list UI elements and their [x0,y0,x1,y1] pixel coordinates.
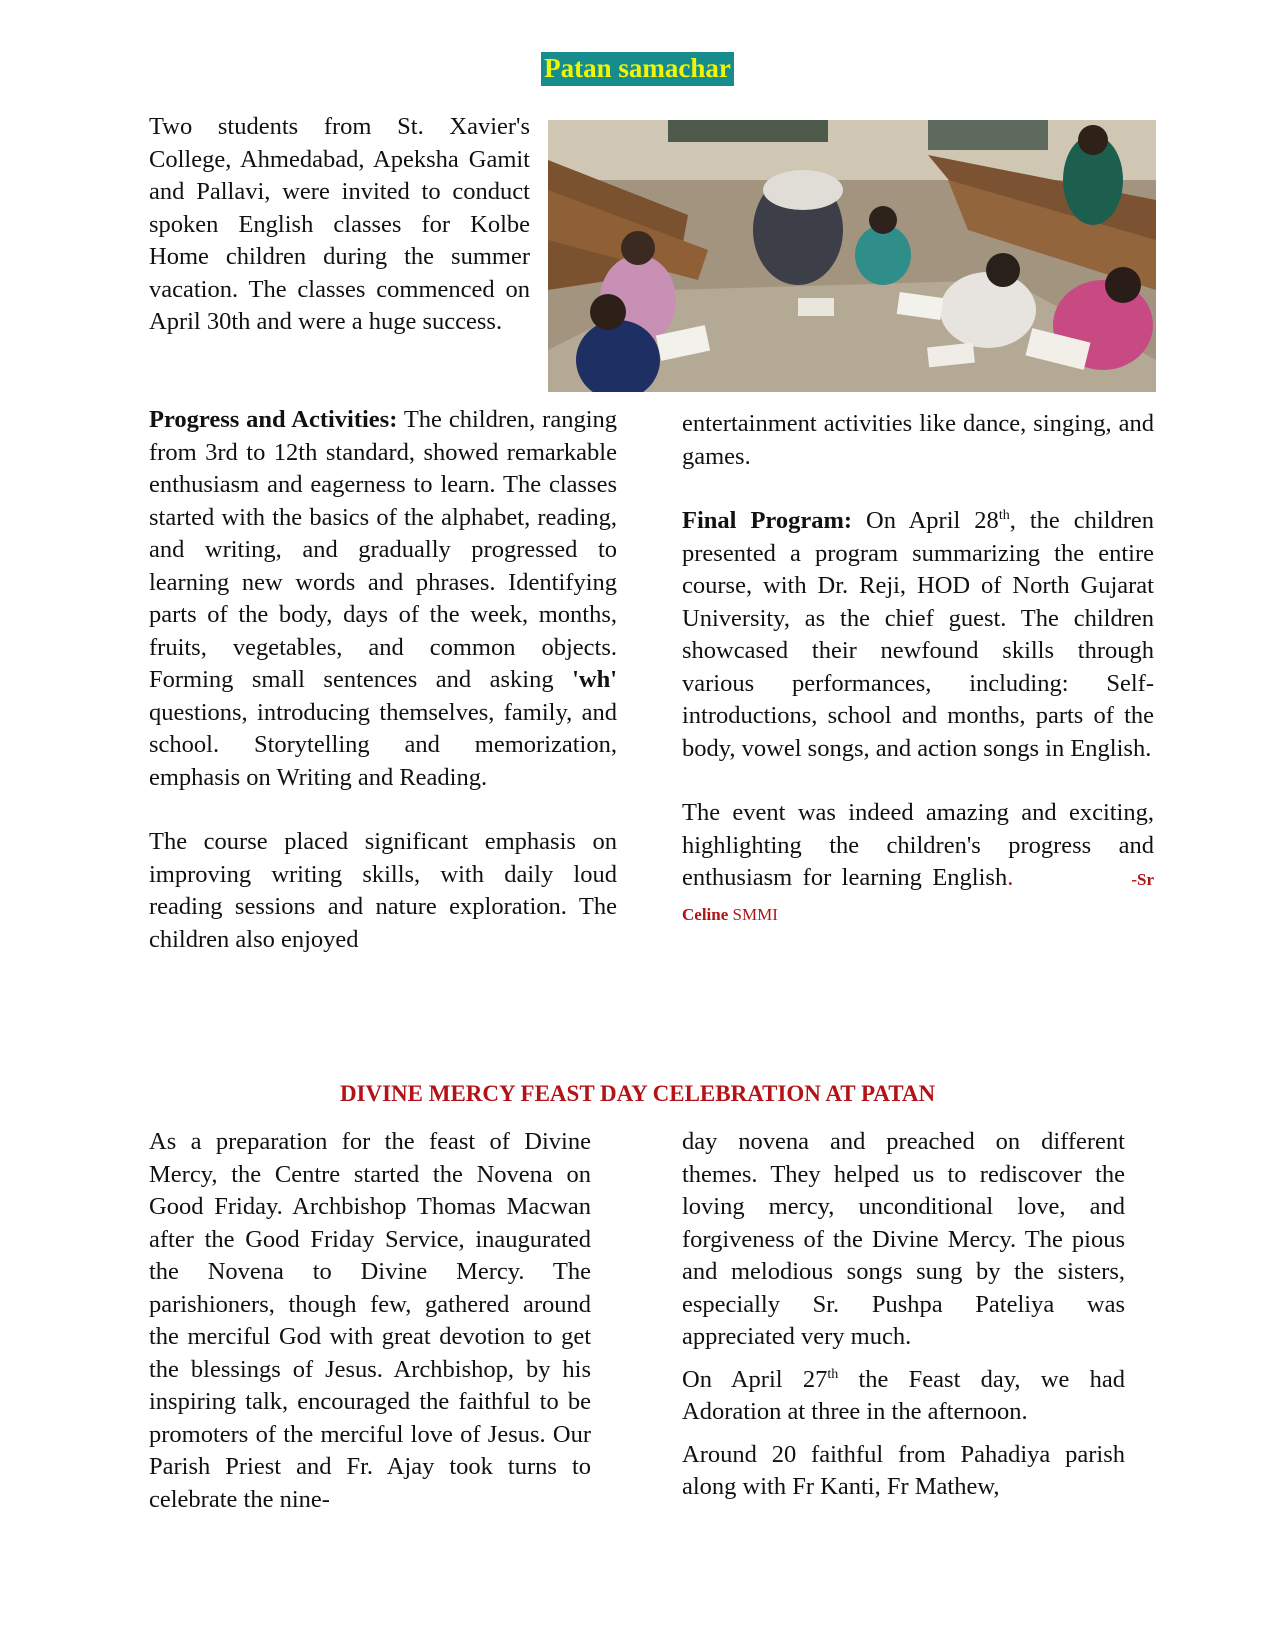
divine-mercy-text-2: day novena and preached on different themes. They helped us to rediscover the loving mercy, unconditional love, and forgiveness of the Divine Mercy. The pious and melodious songs sung by the sisters, especially Sr. Pushpa Pateliya was appreciated very much. [682,1128,1125,1350]
course-continued: entertainment activities like dance, singing, and games. [682,410,1154,470]
intro-text: Two students from St. Xavier's College, Ahmedabad, Apeksha Gamit and Pallavi, were invited to conduct spoken English classes for Kolbe Home children during the summer vacation. The classes commenced on April 30th and were a huge success. [149,113,530,335]
divine-mercy-text-1: As a preparation for the feast of Divine Mercy, the Centre started the Novena on Good Friday. Archbishop Thomas Macwan after the Good Friday Service, inaugurated the Novena to Divine Mercy. The parishioners, though few, gathered around the merciful God with great devotion to get the blessings of Jesus. Archbishop, by his inspiring talk, encouraged the faithful to be promoters of the merciful love of Jesus. Our Parish Priest and Fr. Ajay took turns to celebrate the nine- [149,1128,591,1513]
progress-heading: Progress and Activities: [149,406,398,433]
classroom-photo-illustration [548,120,1156,392]
right-column-section [682,408,1154,931]
feast-sup: th [827,1366,839,1382]
course-paragraph: The course placed significant emphasis on improving writing skills, with daily loud reading sessions and nature exploration. The children also enjoyed [149,828,617,953]
divine-mercy-col2 [682,1126,1125,1504]
page-title: Patan samachar [541,52,734,86]
signature-name: -Sr Celine [682,870,1154,924]
feast-text-b: the Feast day, we had Adoration at three in the afternoon. [682,1365,1125,1425]
progress-paragraph [149,404,617,794]
event-period: . [1007,864,1014,891]
final-heading: Final Program: [682,507,853,534]
classroom-photo [548,120,1156,392]
pahadiya-paragraph: Around 20 faithful from Pahadiya parish along with Fr Kanti, Fr Mathew, [682,1440,1125,1500]
event-text: The event was indeed amazing and exciting, highlighting the children's progress and enthusiasm for learning English [682,799,1154,891]
intro-paragraph [149,111,530,339]
progress-text-b: questions, introducing themselves, family, and school. Storytelling and memorization, emphasis on Writing and Reading. [149,698,617,791]
final-text-b: , the children presented a program summarizing the entire course, with Dr. Reji, HOD of North Gujarat University, as the chief guest. The children showcased their newfound skills through various performances, including: Self-introductions, school and months, parts of the body, vowel songs, and action songs in English. [682,507,1155,762]
event-paragraph [682,797,1154,931]
progress-section [149,404,617,956]
page-title-wrap [0,52,1275,86]
final-program-paragraph [682,505,1154,765]
final-text-a: On April 28 [852,507,999,534]
signature-congregation: SMMI [728,904,778,924]
section-heading: DIVINE MERCY FEAST DAY CELEBRATION AT PATAN [339,1081,936,1106]
final-sup: th [998,507,1010,523]
wh-emphasis: 'wh' [572,666,617,693]
feast-day-paragraph [682,1364,1125,1429]
progress-text-a: The children, ranging from 3rd to 12th standard, showed remarkable enthusiasm and eagerness to learn. The classes started with the basics of the alphabet, reading, and writing, and gradually progressed to learning new words and phrases. Identifying parts of the body, days of the week, months, fruits, vegetables, and common objects. Forming small sentences and asking [149,406,617,693]
divine-mercy-col1 [149,1126,591,1516]
feast-text-a: On April 27 [682,1365,828,1393]
